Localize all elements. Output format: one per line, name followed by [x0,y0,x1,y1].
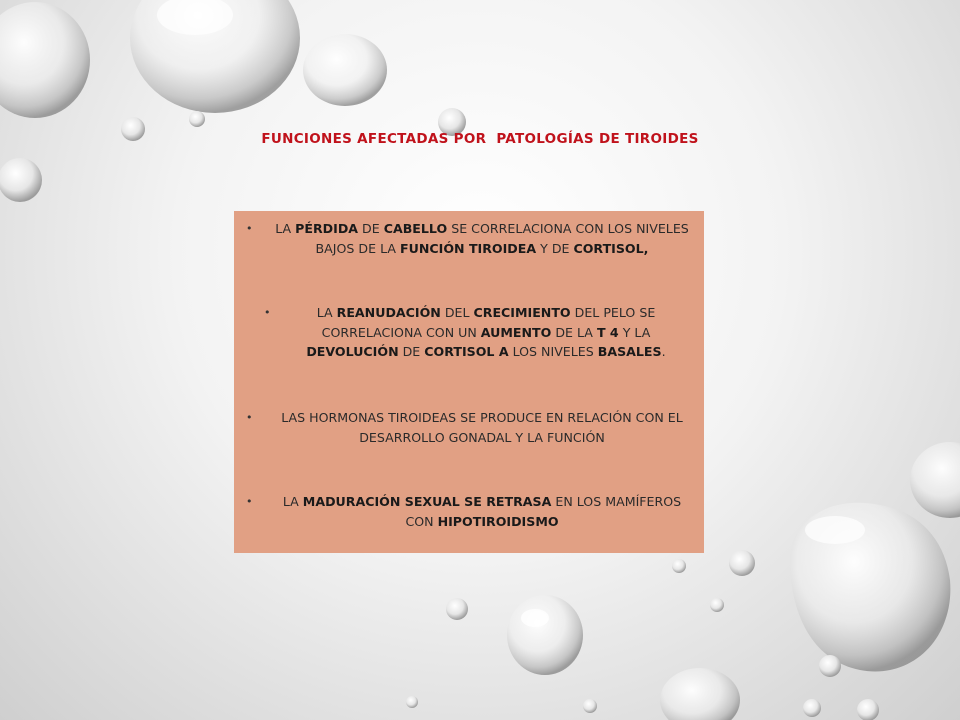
drop-small [446,598,468,620]
content-box [234,211,704,553]
text-run: LA [275,221,296,236]
bullet-line [264,492,700,512]
bold-run: CORTISOL, [573,240,649,256]
bold-run: CRECIMIENTO [473,305,571,320]
text-run: LAS HORMONAS TIROIDEAS SE PRODUCE EN RELACIÓN CON EL [281,410,683,425]
bold-run: BASALES [597,344,662,359]
drop-bottom-right-center [660,668,740,720]
drop-small [729,550,755,576]
text-run: . [661,344,666,359]
slide-title: FUNCIONES AFECTADAS POR PATOLOGÍAS DE TIROIDES [261,131,699,147]
drop-small [710,598,724,612]
text-run: CON [405,513,438,529]
text-run: DE [358,221,384,236]
bullet-line [264,408,700,428]
text-run: CORRELACIONA CON UN [321,324,481,340]
drop-large-top-left [130,0,300,113]
drop-small [583,699,597,713]
bullet-line [286,303,686,323]
drop-small [819,655,841,677]
bold-run: T 4 [596,324,619,340]
drop-small [672,559,686,573]
text-run: LOS NIVELES [508,344,598,359]
bullet-item [264,303,686,362]
text-run: Y LA [618,324,651,340]
bullet-item [246,492,700,531]
text-run: LA [282,494,303,509]
bold-run: DEVOLUCIÓN [306,344,399,359]
bold-run: CORTISOL A [424,344,509,359]
drop-left-middle [0,158,42,202]
bold-run: AUMENTO [480,324,552,340]
drop-bottom-center [507,595,583,675]
text-run: BAJOS DE LA [315,240,401,256]
bold-run: PÉRDIDA [295,221,359,236]
bullet-line [264,512,700,532]
drop-large-left [0,2,90,118]
text-run: DESARROLLO GONADAL Y LA FUNCIÓN [359,429,605,445]
text-run: DE [398,344,425,359]
bold-run: REANUDACIÓN [336,305,441,320]
text-run: Y DE [536,240,574,256]
bullet-line [286,342,686,362]
bullet-line [286,323,686,343]
bullet-line [264,239,700,259]
text-run: DE LA [551,324,597,340]
drop-small [189,111,205,127]
text-run: SE CORRELACIONA CON LOS NIVELES [447,221,689,236]
bullet-dot: • [246,411,253,424]
bold-run: MADURACIÓN SEXUAL SE RETRASA [302,494,552,509]
drop-small [803,699,821,717]
bullet-dot: • [264,306,271,319]
bold-run: CABELLO [383,221,448,236]
drop-right-edge [910,442,960,518]
bullet-item [246,219,700,258]
text-run: DEL PELO SE [570,305,656,320]
text-run: DEL [440,305,474,320]
text-run: LA [316,305,337,320]
bullet-dot: • [246,222,253,235]
bullet-dot: • [246,495,253,508]
drop-medium-top [303,34,387,106]
bullet-line [264,219,700,239]
bullet-line [264,428,700,448]
text-run: EN LOS MAMÍFEROS [551,494,682,509]
drop-small [406,696,418,708]
bold-run: HIPOTIROIDISMO [437,513,559,529]
drop-small [857,699,879,720]
drop-large-bottom-right [790,503,950,672]
bullet-item [246,408,700,447]
bold-run: FUNCIÓN TIROIDEA [400,240,537,256]
